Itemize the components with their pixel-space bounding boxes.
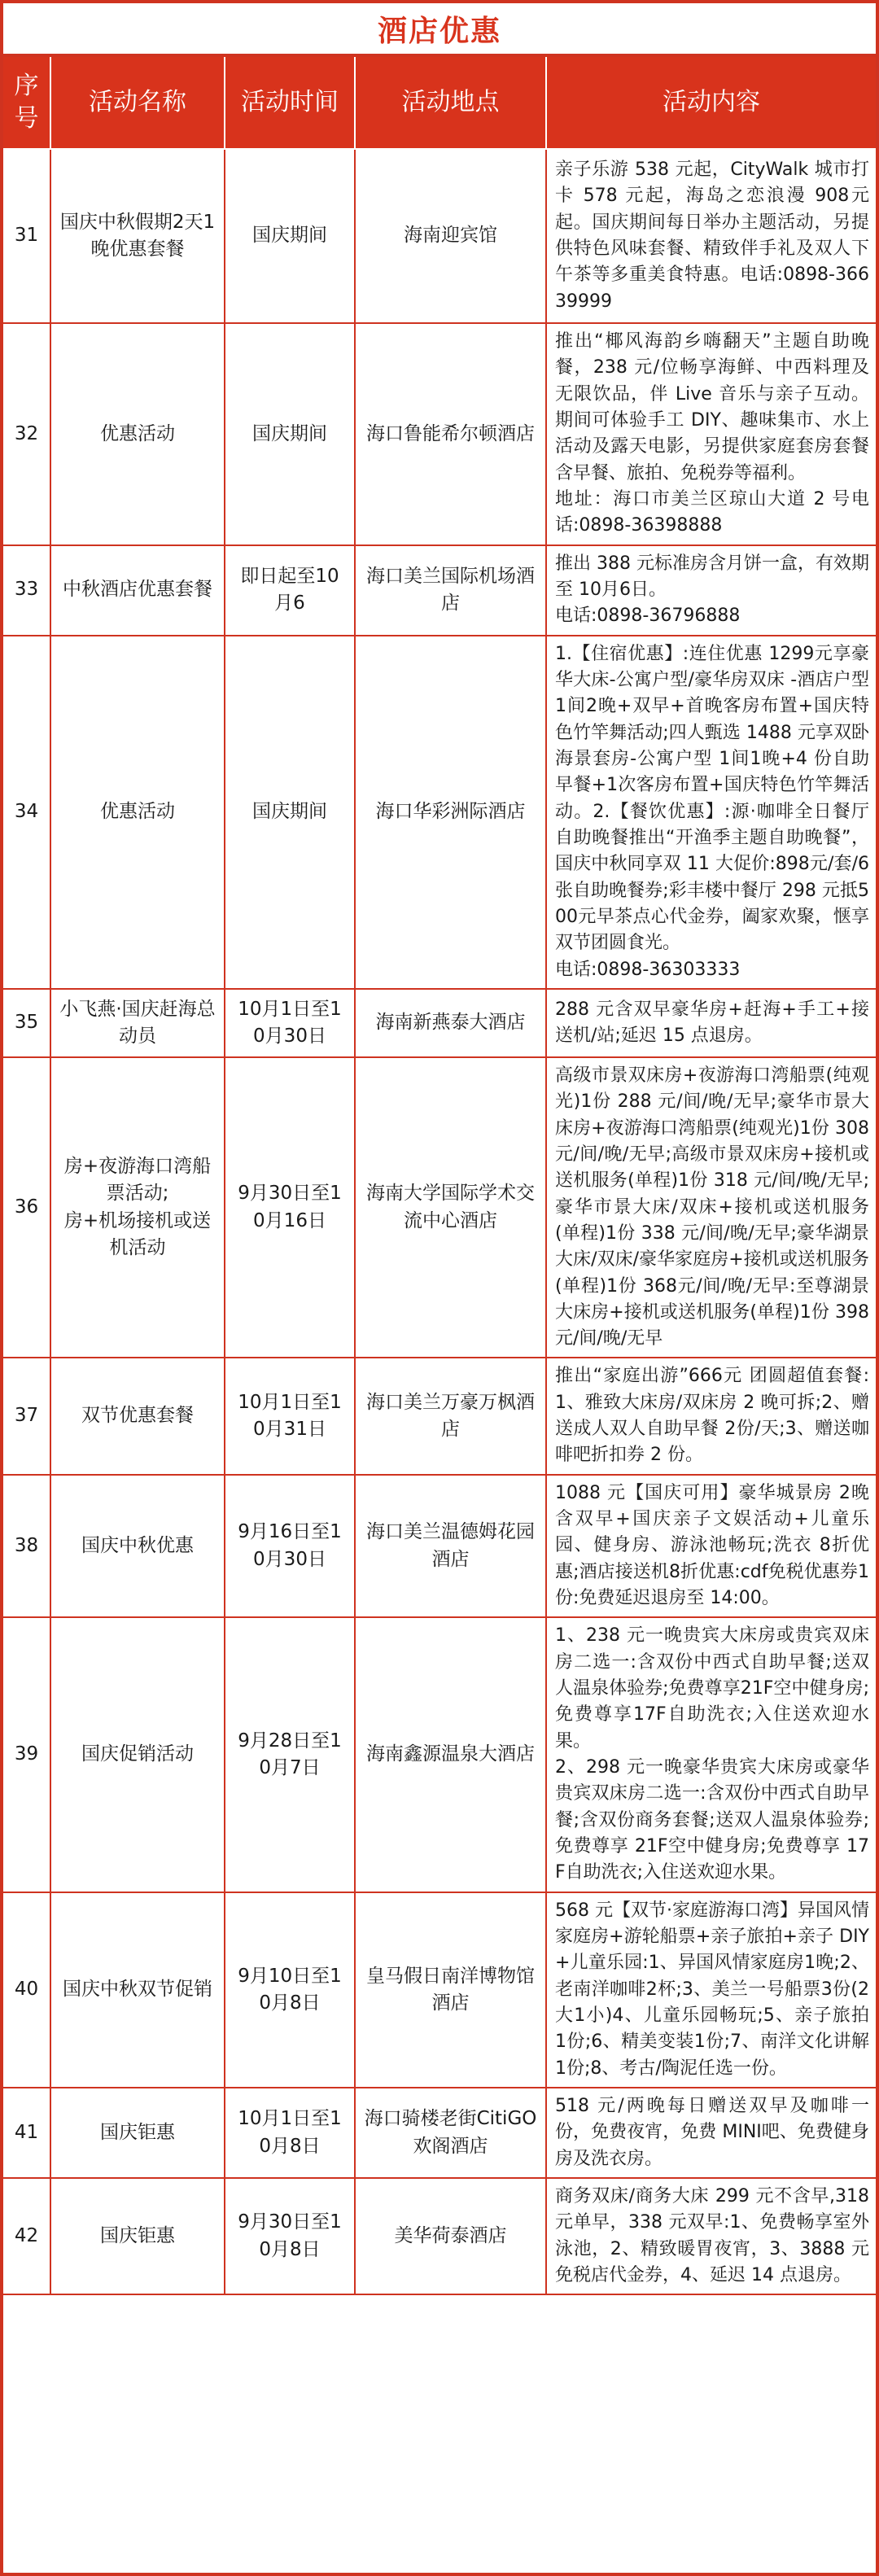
cell-name: 房+夜游海口湾船票活动; 房+机场接机或送机活动	[50, 1057, 225, 1358]
cell-content: 高级市景双床房+夜游海口湾船票(纯观光)1份 288 元/间/晚/无早;豪华市景大床房+夜游海口湾船票(纯观光)1份 308元/间/晚/无早;高级市景双床房+接机或送机服务(单程)1份 318 元/间/晚/无早;豪华市景大床/双床+接机或送机服务(单程)1份 338 元/间/晚/无早;豪华湖景大床/双床/豪华家庭房+接机或送机服务(单程)1份 368元/间/晚/无早:至尊湖景大床房+接机或送机服务(单程)1份 398元/间/晚/无早	[546, 1057, 876, 1358]
cell-no: 31	[3, 149, 50, 323]
cell-content: 518 元/两晚每日赠送双早及咖啡一份，免费夜宵，免费 MINI吧、免费健身房及洗衣房。	[546, 2088, 876, 2178]
cell-no: 34	[3, 636, 50, 989]
cell-place: 海口美兰万豪万枫酒店	[355, 1358, 546, 1474]
table-row	[3, 1358, 876, 1474]
table-row	[3, 989, 876, 1057]
cell-no: 42	[3, 2178, 50, 2294]
cell-name: 双节优惠套餐	[50, 1358, 225, 1474]
cell-content: 1088 元【国庆可用】豪华城景房 2晚含双早+国庆亲子文娱活动+儿童乐园、健身房、游泳池畅玩;洗衣 8折优惠;酒店接送机8折优惠:cdf免税优惠券1份:免费延迟退房至 14:00。	[546, 1475, 876, 1618]
cell-time: 9月16日至10月30日	[225, 1475, 355, 1618]
cell-time: 国庆期间	[225, 323, 355, 545]
cell-name: 优惠活动	[50, 323, 225, 545]
cell-no: 38	[3, 1475, 50, 1618]
cell-name: 中秋酒店优惠套餐	[50, 545, 225, 636]
cell-no: 33	[3, 545, 50, 636]
header-place: 活动地点	[355, 57, 546, 149]
cell-time: 9月30日至10月16日	[225, 1057, 355, 1358]
header-name: 活动名称	[50, 57, 225, 149]
table-row	[3, 636, 876, 989]
cell-content: 推出“家庭出游”666元 团圆超值套餐:1、雅致大床房/双床房 2 晚可拆;2、赠送成人双人自助早餐 2份/天;3、赠送咖啡吧折扣券 2 份。	[546, 1358, 876, 1474]
cell-name: 国庆促销活动	[50, 1617, 225, 1892]
table-row	[3, 2178, 876, 2294]
table-row	[3, 323, 876, 545]
cell-place: 海口华彩洲际酒店	[355, 636, 546, 989]
cell-place: 海南大学国际学术交流中心酒店	[355, 1057, 546, 1358]
cell-name: 小飞燕·国庆赶海总动员	[50, 989, 225, 1057]
table-header-row	[3, 57, 876, 149]
cell-place: 海口骑楼老街CitiGO欢阁酒店	[355, 2088, 546, 2178]
header-time: 活动时间	[225, 57, 355, 149]
table-row	[3, 1617, 876, 1892]
cell-no: 40	[3, 1892, 50, 2088]
cell-no: 39	[3, 1617, 50, 1892]
page-title: 酒店优惠	[3, 3, 876, 57]
cell-time: 10月1日至10月30日	[225, 989, 355, 1057]
cell-time: 国庆期间	[225, 636, 355, 989]
cell-time: 10月1日至10月31日	[225, 1358, 355, 1474]
cell-no: 32	[3, 323, 50, 545]
cell-place: 海口美兰国际机场酒店	[355, 545, 546, 636]
cell-no: 37	[3, 1358, 50, 1474]
table-row	[3, 1892, 876, 2088]
cell-content: 推出 388 元标准房含月饼一盒，有效期至 10月6日。 电话:0898-36796888	[546, 545, 876, 636]
cell-no: 35	[3, 989, 50, 1057]
cell-place: 海南鑫源温泉大酒店	[355, 1617, 546, 1892]
cell-content: 亲子乐游 538 元起，CityWalk 城市打卡 578 元起，海岛之恋浪漫 908元起。国庆期间每日举办主题活动，另提供特色风味套餐、精致伴手礼及双人下午茶等多重美食特惠。电话:0898-36639999	[546, 149, 876, 323]
cell-name: 国庆中秋优惠	[50, 1475, 225, 1618]
cell-name: 国庆中秋假期2天1晚优惠套餐	[50, 149, 225, 323]
cell-content: 商务双床/商务大床 299 元不含早,318元单早，338 元双早:1、免费畅享室外泳池，2、精致暖胃夜宵，3、3888 元免税店代金券，4、延迟 14 点退房。	[546, 2178, 876, 2294]
cell-time: 9月10日至10月8日	[225, 1892, 355, 2088]
cell-place: 海南迎宾馆	[355, 149, 546, 323]
table-row	[3, 1475, 876, 1618]
table-row	[3, 2088, 876, 2178]
cell-content: 推出“椰风海韵乡嗨翻天”主题自助晚餐，238 元/位畅享海鲜、中西料理及无限饮品，伴 Live 音乐与亲子互动。期间可体验手工 DIY、趣味集市、水上活动及露天电影，另提供家庭套房套餐含早餐、旅拍、免税券等福利。 地址：海口市美兰区琼山大道 2 号电话:0898-36398888	[546, 323, 876, 545]
cell-time: 即日起至10月6	[225, 545, 355, 636]
cell-time: 9月30日至10月8日	[225, 2178, 355, 2294]
cell-time: 国庆期间	[225, 149, 355, 323]
cell-place: 皇马假日南洋博物馆酒店	[355, 1892, 546, 2088]
table-row	[3, 545, 876, 636]
table-row	[3, 149, 876, 323]
cell-place: 美华荷泰酒店	[355, 2178, 546, 2294]
header-no: 序号	[3, 57, 50, 149]
cell-time: 9月28日至10月7日	[225, 1617, 355, 1892]
cell-name: 国庆钜惠	[50, 2178, 225, 2294]
cell-content: 288 元含双早豪华房+赶海+手工+接送机/站;延迟 15 点退房。	[546, 989, 876, 1057]
cell-content: 568 元【双节·家庭游海口湾】异国风情家庭房+游轮船票+亲子旅拍+亲子 DIY+儿童乐园:1、异国风情家庭房1晚;2、老南洋咖啡2杯;3、美兰一号船票3份(2大1小)4、儿童乐园畅玩;5、亲子旅拍 1份;6、精美变装1份;7、南洋文化讲解1份;8、考古/陶泥任选一份。	[546, 1892, 876, 2088]
promo-table	[3, 57, 876, 2295]
cell-name: 国庆钜惠	[50, 2088, 225, 2178]
table-row	[3, 1057, 876, 1358]
cell-place: 海口美兰温德姆花园酒店	[355, 1475, 546, 1618]
cell-no: 41	[3, 2088, 50, 2178]
cell-time: 10月1日至10月8日	[225, 2088, 355, 2178]
cell-name: 国庆中秋双节促销	[50, 1892, 225, 2088]
cell-content: 1、238 元一晚贵宾大床房或贵宾双床房二选一:含双份中西式自助早餐;送双人温泉体验券;免费尊享21F空中健身房;免费尊享17F自助洗衣;入住送欢迎水果。 2、298 元一晚豪华贵宾大床房或豪华贵宾双床房二选一:含双份中西式自助早餐;含双份商务套餐;送双人温泉体验券;免费尊享 21F空中健身房;免费尊享 17F自助洗衣;入住送欢迎水果。	[546, 1617, 876, 1892]
header-content: 活动内容	[546, 57, 876, 149]
cell-content: 1.【住宿优惠】:连住优惠 1299元享豪华大床-公寓户型/豪华房双床 -酒店户型1间2晚+双早+首晚客房布置+国庆特色竹竿舞活动;四人甄选 1488 元享双卧海景套房-公寓户型 1间1晚+4 份自助早餐+1次客房布置+国庆特色竹竿舞活动。2.【餐饮优惠】:源·咖啡全日餐厅自助晚餐推出“开渔季主题自助晚餐”，国庆中秋同享双 11 大促价:898元/套/6 张自助晚餐券;彩丰楼中餐厅 298 元抵500元早茶点心代金券，阖家欢聚，惬享双节团圆食光。 电话:0898-36303333	[546, 636, 876, 989]
cell-no: 36	[3, 1057, 50, 1358]
cell-place: 海口鲁能希尔顿酒店	[355, 323, 546, 545]
cell-name: 优惠活动	[50, 636, 225, 989]
cell-place: 海南新燕泰大酒店	[355, 989, 546, 1057]
